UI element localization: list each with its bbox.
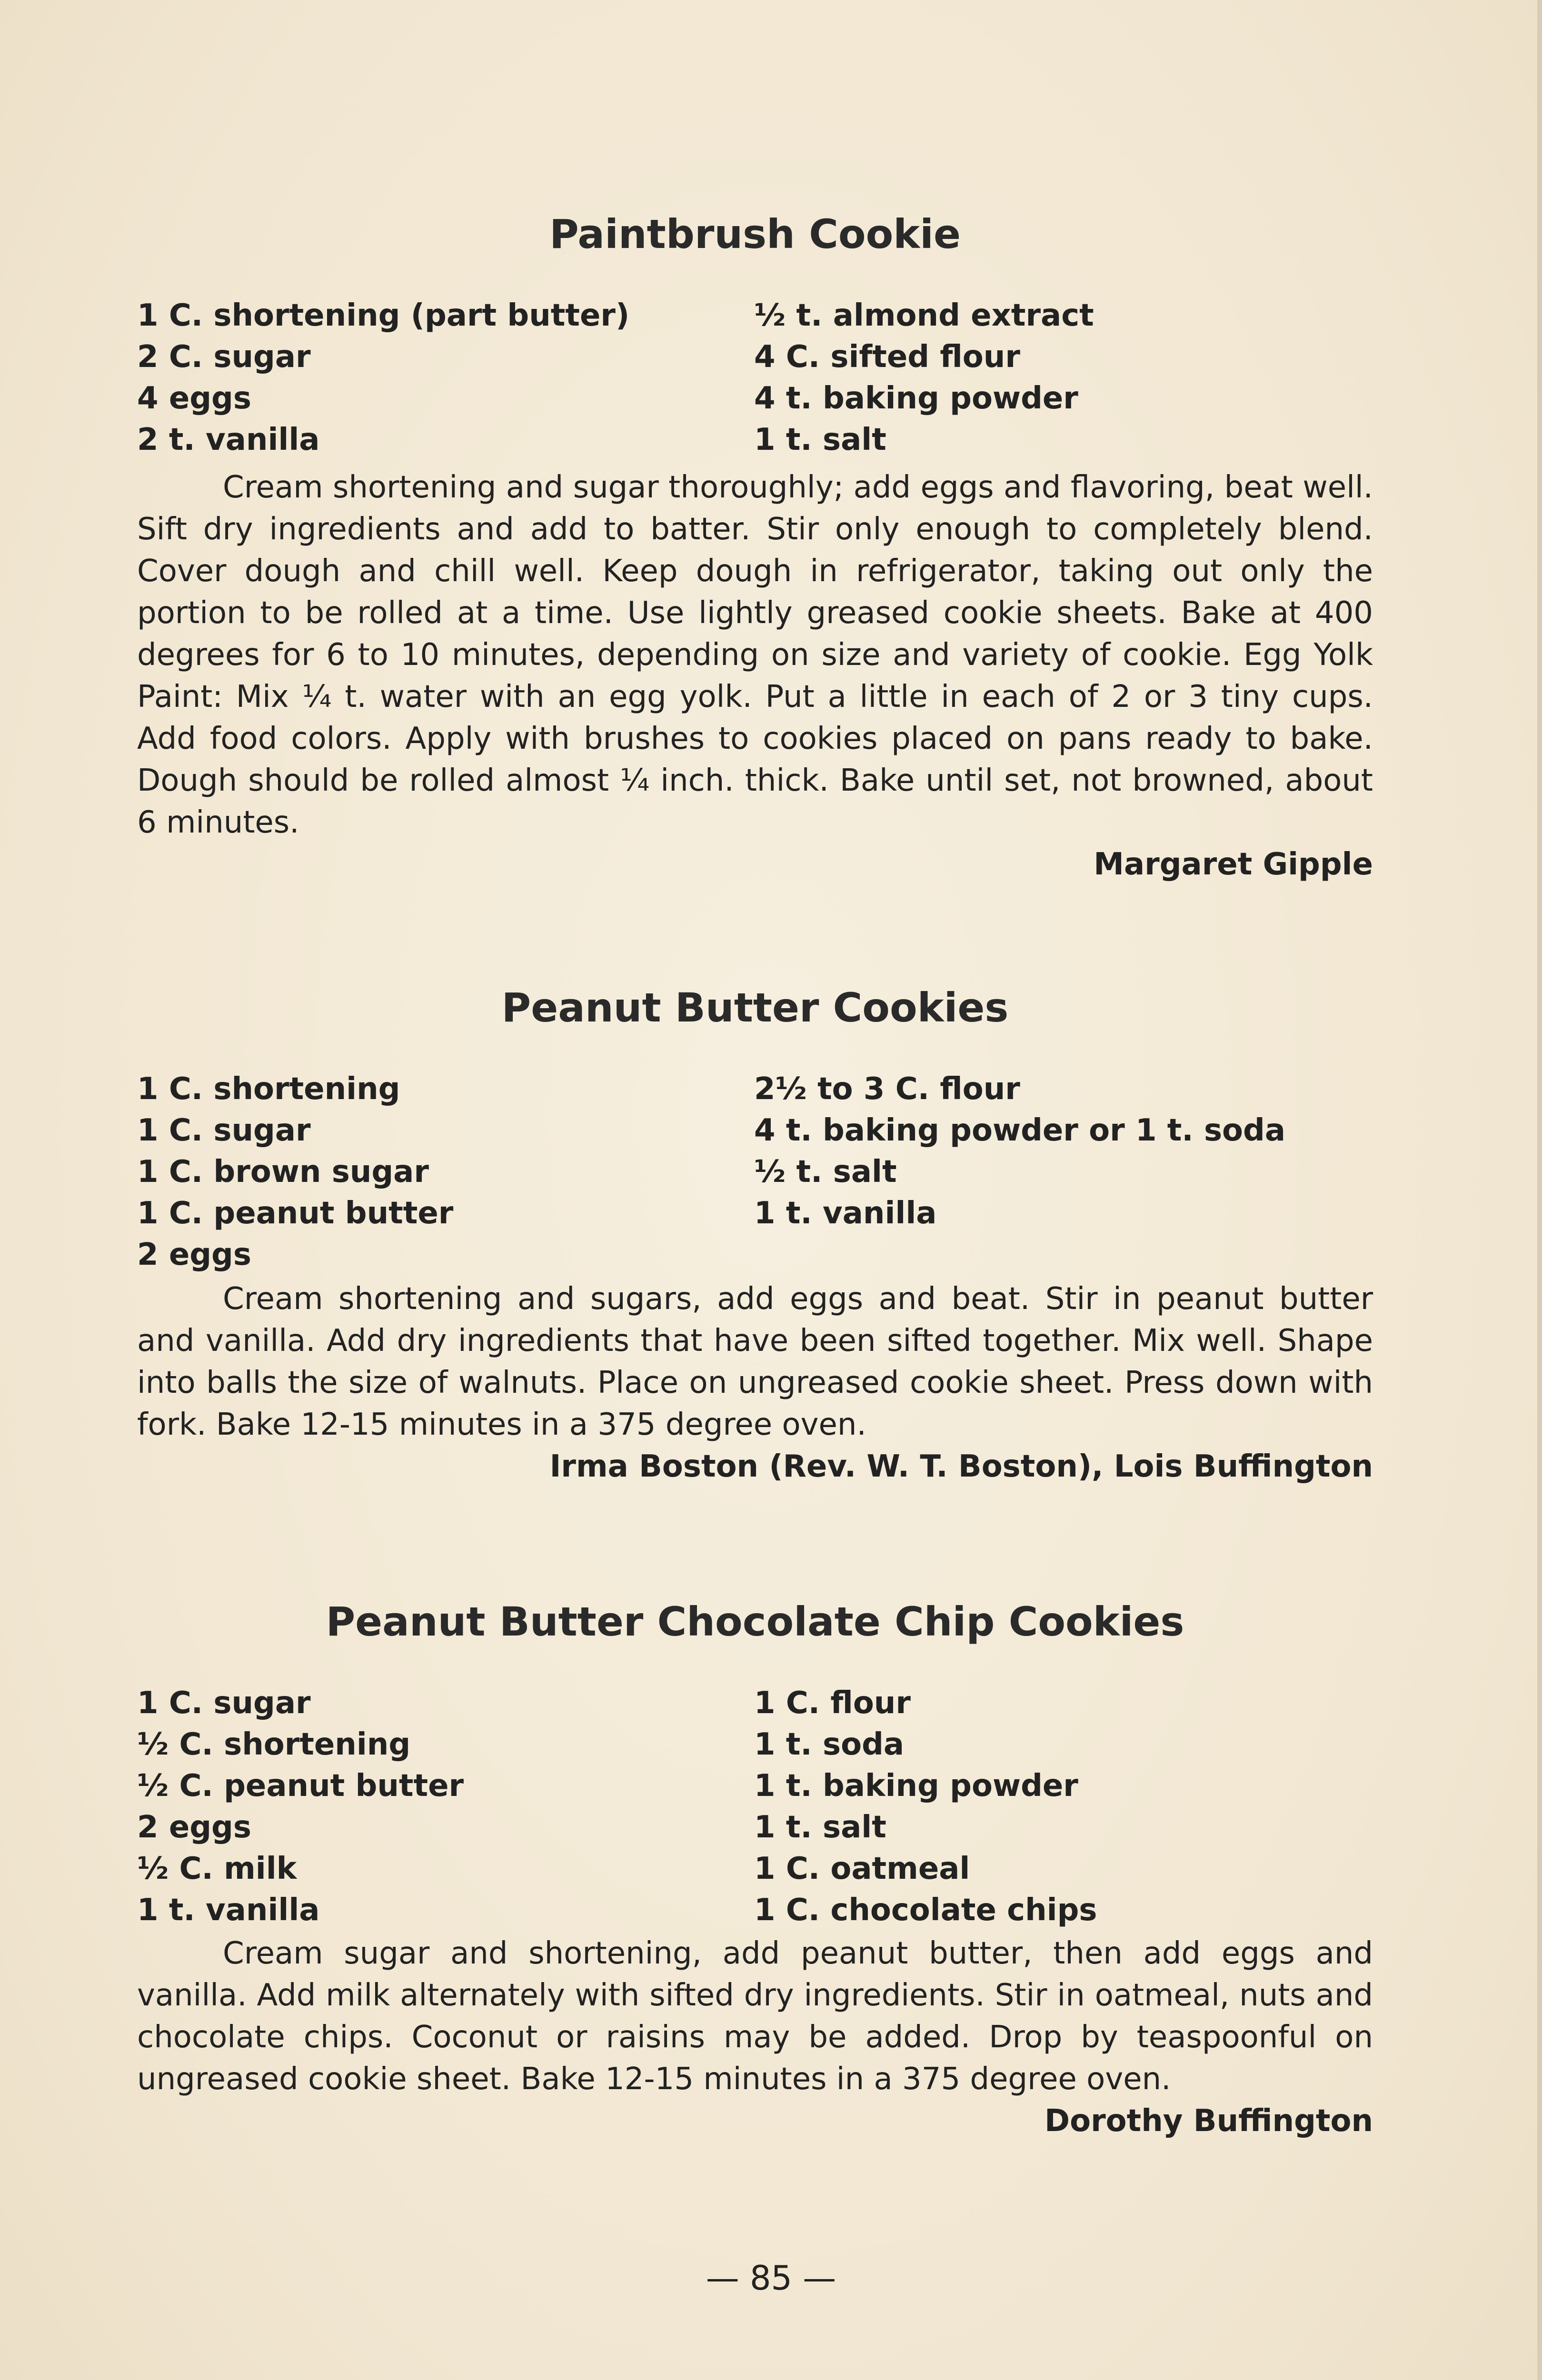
ingredients-left-column	[137, 1069, 453, 1276]
recipe-peanut-butter-chocolate-chip-cookies	[137, 1598, 1373, 2142]
ingredient: 1 C. brown sugar	[137, 1154, 429, 1190]
recipe-peanut-butter-cookies	[137, 984, 1373, 1488]
ingredient: 1 C. peanut butter	[137, 1196, 454, 1231]
ingredient-list	[137, 1683, 1373, 1933]
recipe-directions: Cream shortening and sugars, add eggs and beat. Stir in peanut butter and vanilla. Add dry ingredients that have been sifted together. Mix well. Shape into balls the size of walnuts. Place on ungreased cookie sheet. Press down with fork. Bake 12-15 minutes in a 375 degree oven.	[137, 1281, 1373, 1442]
recipe-title: Paintbrush Cookie	[549, 211, 961, 258]
ingredient: 4 t. baking powder	[754, 381, 1078, 416]
ingredient: ½ C. shortening	[137, 1727, 411, 1762]
ingredients-left-column	[137, 1683, 464, 1931]
ingredient: 2 t. vanilla	[137, 422, 320, 457]
ingredients-right-column	[754, 1683, 1097, 1931]
ingredient: 1 C. chocolate chips	[754, 1893, 1097, 1928]
ingredient: ½ C. milk	[137, 1851, 297, 1886]
ingredient: 4 eggs	[137, 381, 251, 416]
ingredient: 2 eggs	[137, 1237, 251, 1272]
ingredient: 2 eggs	[137, 1810, 251, 1845]
ingredient: 1 C. shortening	[137, 1071, 400, 1107]
ingredient: 4 C. sifted flour	[754, 339, 1020, 375]
recipe-paintbrush-cookie	[137, 211, 1373, 885]
ingredients-right-column	[754, 295, 1094, 461]
ingredient: 1 t. soda	[754, 1727, 905, 1762]
recipe-directions: Cream sugar and shortening, add peanut butter, then add eggs and vanilla. Add milk alternately with sifted dry ingredients. Stir in oatmeal, nuts and chocolate chips. Coconut or raisins may be added. Drop by teaspoonful on ungreased cookie sheet. Bake 12-15 minutes in a 375 degree oven.	[137, 1936, 1373, 2097]
ingredient: 2 C. sugar	[137, 339, 311, 375]
ingredient: 1 C. sugar	[137, 1686, 311, 1721]
ingredient: 1 C. flour	[754, 1686, 911, 1721]
ingredient: ½ t. almond extract	[754, 298, 1094, 333]
ingredient: 1 t. vanilla	[137, 1893, 320, 1928]
ingredients-left-column	[137, 295, 629, 461]
page-edge	[1537, 0, 1542, 2380]
ingredient: ½ t. salt	[754, 1154, 897, 1190]
recipe-author: Dorothy Buffington	[1045, 2103, 1373, 2139]
ingredient: 1 t. salt	[754, 1810, 886, 1845]
recipe-author: Irma Boston (Rev. W. T. Boston), Lois Buffington	[549, 1449, 1373, 1484]
ingredient: 1 t. baking powder	[754, 1768, 1078, 1804]
page-number: — 85 —	[706, 2259, 836, 2298]
ingredient: 2½ to 3 C. flour	[754, 1071, 1020, 1107]
ingredient: 1 t. salt	[754, 422, 886, 457]
ingredient: ½ C. peanut butter	[137, 1768, 464, 1804]
ingredient: 1 C. shortening (part butter)	[137, 298, 630, 333]
recipe-title: Peanut Butter Cookies	[501, 984, 1009, 1031]
ingredient-list	[137, 1069, 1373, 1278]
ingredient: 1 C. sugar	[137, 1113, 311, 1148]
ingredient: 1 C. oatmeal	[754, 1851, 970, 1886]
recipe-title: Peanut Butter Chocolate Chip Cookies	[326, 1598, 1184, 1645]
ingredients-right-column	[754, 1069, 1285, 1234]
ingredient: 4 t. baking powder or 1 t. soda	[754, 1113, 1285, 1148]
ingredient-list	[137, 295, 1373, 466]
recipe-author: Margaret Gipple	[1094, 847, 1373, 882]
recipe-directions: Cream shortening and sugar thoroughly; add eggs and flavoring, beat well. Sift dry ingredients and add to batter. Stir only enough to completely blend. Cover dough and chill well. Keep dough in refrigerator, taking out only the portion to be rolled at a time. Use lightly greased cookie sheets. Bake at 400 degrees for 6 to 10 minutes, depending on size and variety of cookie. Egg Yolk Paint: Mix ¼ t. water with an egg yolk. Put a little in each of 2 or 3 tiny cups. Add food colors. Apply with brushes to cookies placed on pans ready to bake. Dough should be rolled almost ¼ inch. thick. Bake until set, not browned, about 6 minutes.	[137, 470, 1373, 840]
ingredient: 1 t. vanilla	[754, 1196, 937, 1231]
